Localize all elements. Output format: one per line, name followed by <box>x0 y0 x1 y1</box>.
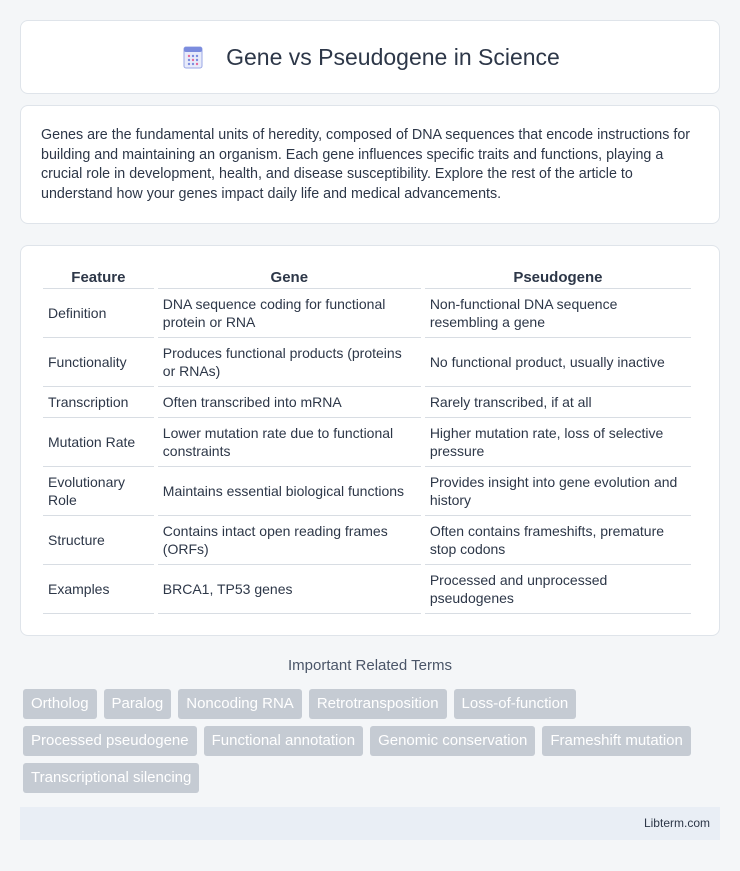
table-row <box>43 565 691 614</box>
row-pseudogene: Rarely transcribed, if at all <box>425 387 691 418</box>
row-pseudogene: Processed and unprocessed pseudogenes <box>425 565 691 614</box>
related-terms-tags <box>23 689 723 793</box>
row-gene: Produces functional products (proteins or RNAs) <box>158 338 421 387</box>
comparison-table <box>39 266 695 614</box>
tag-genomic-conservation[interactable]: Genomic conservation <box>370 726 535 756</box>
tag-paralog[interactable]: Paralog <box>104 689 172 719</box>
page-title: Gene vs Pseudogene in Science <box>226 43 560 70</box>
intro-text: Genes are the fundamental units of heredity, composed of DNA sequences that encode instructions for building and maintaining an organism. Each gene influences specific traits and functions, playing a crucial role in development, health, and disease susceptibility. Explore the rest of the article to understand how your genes impact daily life and medical advancements. <box>41 127 691 202</box>
row-gene: Often transcribed into mRNA <box>158 387 421 418</box>
row-gene: DNA sequence coding for functional protein or RNA <box>158 289 421 338</box>
tag-retrotransposition[interactable]: Retrotransposition <box>309 689 447 719</box>
tag-ortholog[interactable]: Ortholog <box>23 689 97 719</box>
header-feature: Feature <box>43 266 154 289</box>
row-feature: Transcription <box>43 387 154 418</box>
row-gene: Maintains essential biological functions <box>158 467 421 516</box>
row-feature: Evolutionary Role <box>43 467 154 516</box>
tag-transcriptional-silencing[interactable]: Transcriptional silencing <box>23 763 199 793</box>
header-gene: Gene <box>158 266 421 289</box>
document-icon <box>180 44 206 70</box>
table-row <box>43 387 691 418</box>
row-pseudogene: Often contains frameshifts, premature stop codons <box>425 516 691 565</box>
header-card <box>20 20 720 94</box>
tag-loss-of-function[interactable]: Loss-of-function <box>454 689 577 719</box>
row-gene: Contains intact open reading frames (ORFs) <box>158 516 421 565</box>
table-row <box>43 418 691 467</box>
intro-card <box>20 105 720 224</box>
row-gene: BRCA1, TP53 genes <box>158 565 421 614</box>
row-pseudogene: Higher mutation rate, loss of selective pressure <box>425 418 691 467</box>
row-pseudogene: Non-functional DNA sequence resembling a gene <box>425 289 691 338</box>
comparison-table-card <box>20 245 720 636</box>
row-feature: Mutation Rate <box>43 418 154 467</box>
tag-noncoding-rna[interactable]: Noncoding RNA <box>178 689 302 719</box>
table-header-row <box>43 266 691 289</box>
footer-site-link[interactable]: Libterm.com <box>643 816 710 830</box>
table-row <box>43 338 691 387</box>
footer <box>20 807 720 840</box>
table-row <box>43 516 691 565</box>
row-feature: Structure <box>43 516 154 565</box>
table-row <box>43 467 691 516</box>
table-row <box>43 289 691 338</box>
tag-frameshift-mutation[interactable]: Frameshift mutation <box>542 726 691 756</box>
related-terms-title: Important Related Terms <box>288 657 452 674</box>
row-feature: Definition <box>43 289 154 338</box>
row-gene: Lower mutation rate due to functional constraints <box>158 418 421 467</box>
row-pseudogene: Provides insight into gene evolution and history <box>425 467 691 516</box>
tag-functional-annotation[interactable]: Functional annotation <box>204 726 363 756</box>
row-pseudogene: No functional product, usually inactive <box>425 338 691 387</box>
header-pseudogene: Pseudogene <box>425 266 691 289</box>
row-feature: Examples <box>43 565 154 614</box>
row-feature: Functionality <box>43 338 154 387</box>
tag-processed-pseudogene[interactable]: Processed pseudogene <box>23 726 197 756</box>
